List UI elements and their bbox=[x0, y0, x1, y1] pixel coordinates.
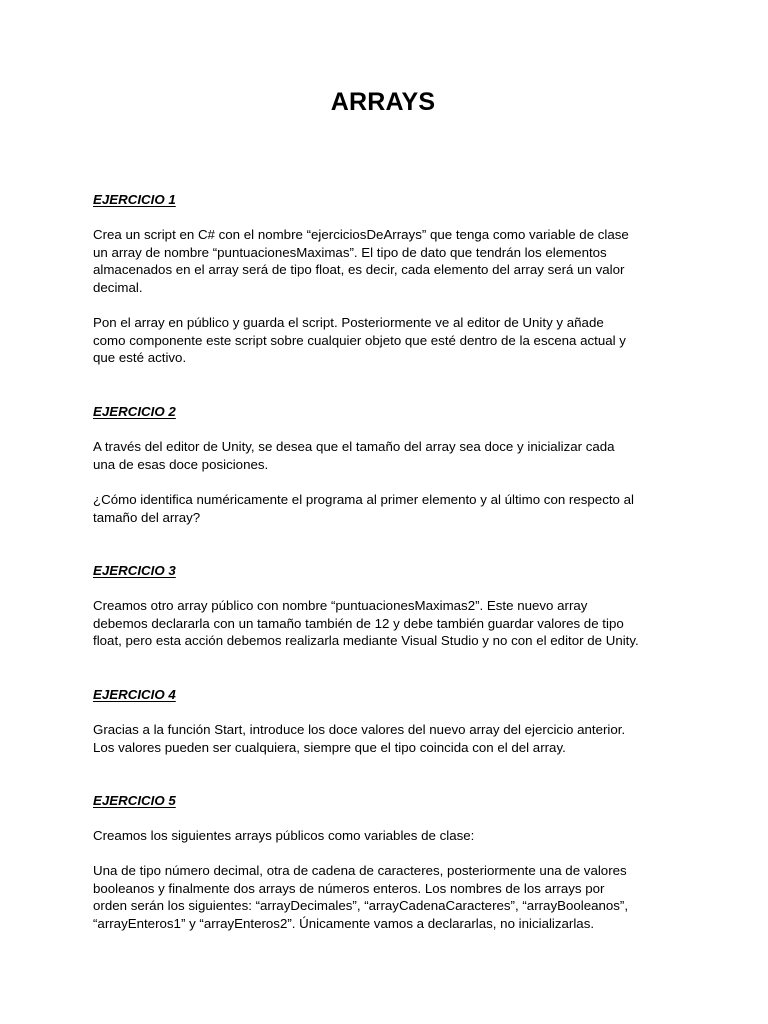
text-line: Los valores pueden ser cualquiera, siempre que el tipo coincida con el del array. bbox=[93, 739, 566, 755]
exercise-2-paragraph-1 bbox=[93, 438, 693, 473]
exercise-5-heading: EJERCICIO 5 bbox=[93, 793, 176, 808]
text-line: A través del editor de Unity, se desea que el tamaño del array sea doce y inicializar cada bbox=[93, 439, 615, 454]
text-line: decimal. bbox=[93, 279, 143, 295]
text-line: orden serán los siguientes: “arrayDecimales”, “arrayCadenaCaracteres”, “arrayBooleanos”, bbox=[93, 898, 629, 914]
exercise-4-paragraph-1 bbox=[93, 721, 693, 756]
text-line: Creamos otro array público con nombre “puntuacionesMaximas2”. Este nuevo array bbox=[93, 598, 588, 613]
exercise-1-paragraph-2 bbox=[93, 314, 693, 367]
text-line: ¿Cómo identifica numéricamente el programa al primer elemento y al último con respecto al bbox=[93, 492, 634, 507]
text-line: Una de tipo número decimal, otra de cadena de caracteres, posteriormente una de valores bbox=[93, 863, 627, 878]
page-title: ARRAYS bbox=[330, 88, 436, 116]
text-line: Gracias a la función Start, introduce los doce valores del nuevo array del ejercicio anterior. bbox=[93, 722, 626, 737]
exercise-1-heading: EJERCICIO 1 bbox=[93, 192, 176, 207]
exercise-5-paragraph-2 bbox=[93, 862, 693, 932]
text-line: almacenados en el array será de tipo float, es decir, cada elemento del array será un valor bbox=[93, 262, 625, 278]
text-line: “arrayEnteros1” y “arrayEnteros2”. Únicamente vamos a declararlas, no inicializarlas. bbox=[93, 915, 595, 931]
text-line: que esté activo. bbox=[93, 350, 187, 366]
text-line: un array de nombre “puntuacionesMaximas”. El tipo de dato que tendrán los elementos bbox=[93, 244, 607, 260]
exercise-2-heading: EJERCICIO 2 bbox=[93, 404, 176, 419]
text-line: Creamos los siguientes arrays públicos como variables de clase: bbox=[93, 828, 475, 843]
exercise-3-heading: EJERCICIO 3 bbox=[93, 563, 176, 578]
text-line: debemos declararla con un tamaño también de 12 y debe también guardar valores de tipo bbox=[93, 615, 624, 631]
text-line: booleanos y finalmente dos arrays de números enteros. Los nombres de los arrays por bbox=[93, 880, 605, 896]
exercise-2-paragraph-2 bbox=[93, 491, 693, 526]
text-line: Crea un script en C# con el nombre “ejerciciosDeArrays” que tenga como variable de clase bbox=[93, 227, 629, 242]
text-line: float, pero esta acción debemos realizarla mediante Visual Studio y no con el editor de Unity. bbox=[93, 633, 639, 649]
text-line: como componente este script sobre cualquier objeto que esté dentro de la escena actual y bbox=[93, 332, 626, 348]
text-line: tamaño del array? bbox=[93, 509, 201, 525]
exercise-4-heading: EJERCICIO 4 bbox=[93, 687, 176, 702]
text-line: Pon el array en público y guarda el script. Posteriormente ve al editor de Unity y añade bbox=[93, 315, 604, 330]
exercise-1-paragraph-1 bbox=[93, 226, 693, 296]
exercise-5-paragraph-1 bbox=[93, 827, 693, 845]
text-line: una de esas doce posiciones. bbox=[93, 456, 269, 472]
exercise-3-paragraph-1 bbox=[93, 597, 693, 650]
